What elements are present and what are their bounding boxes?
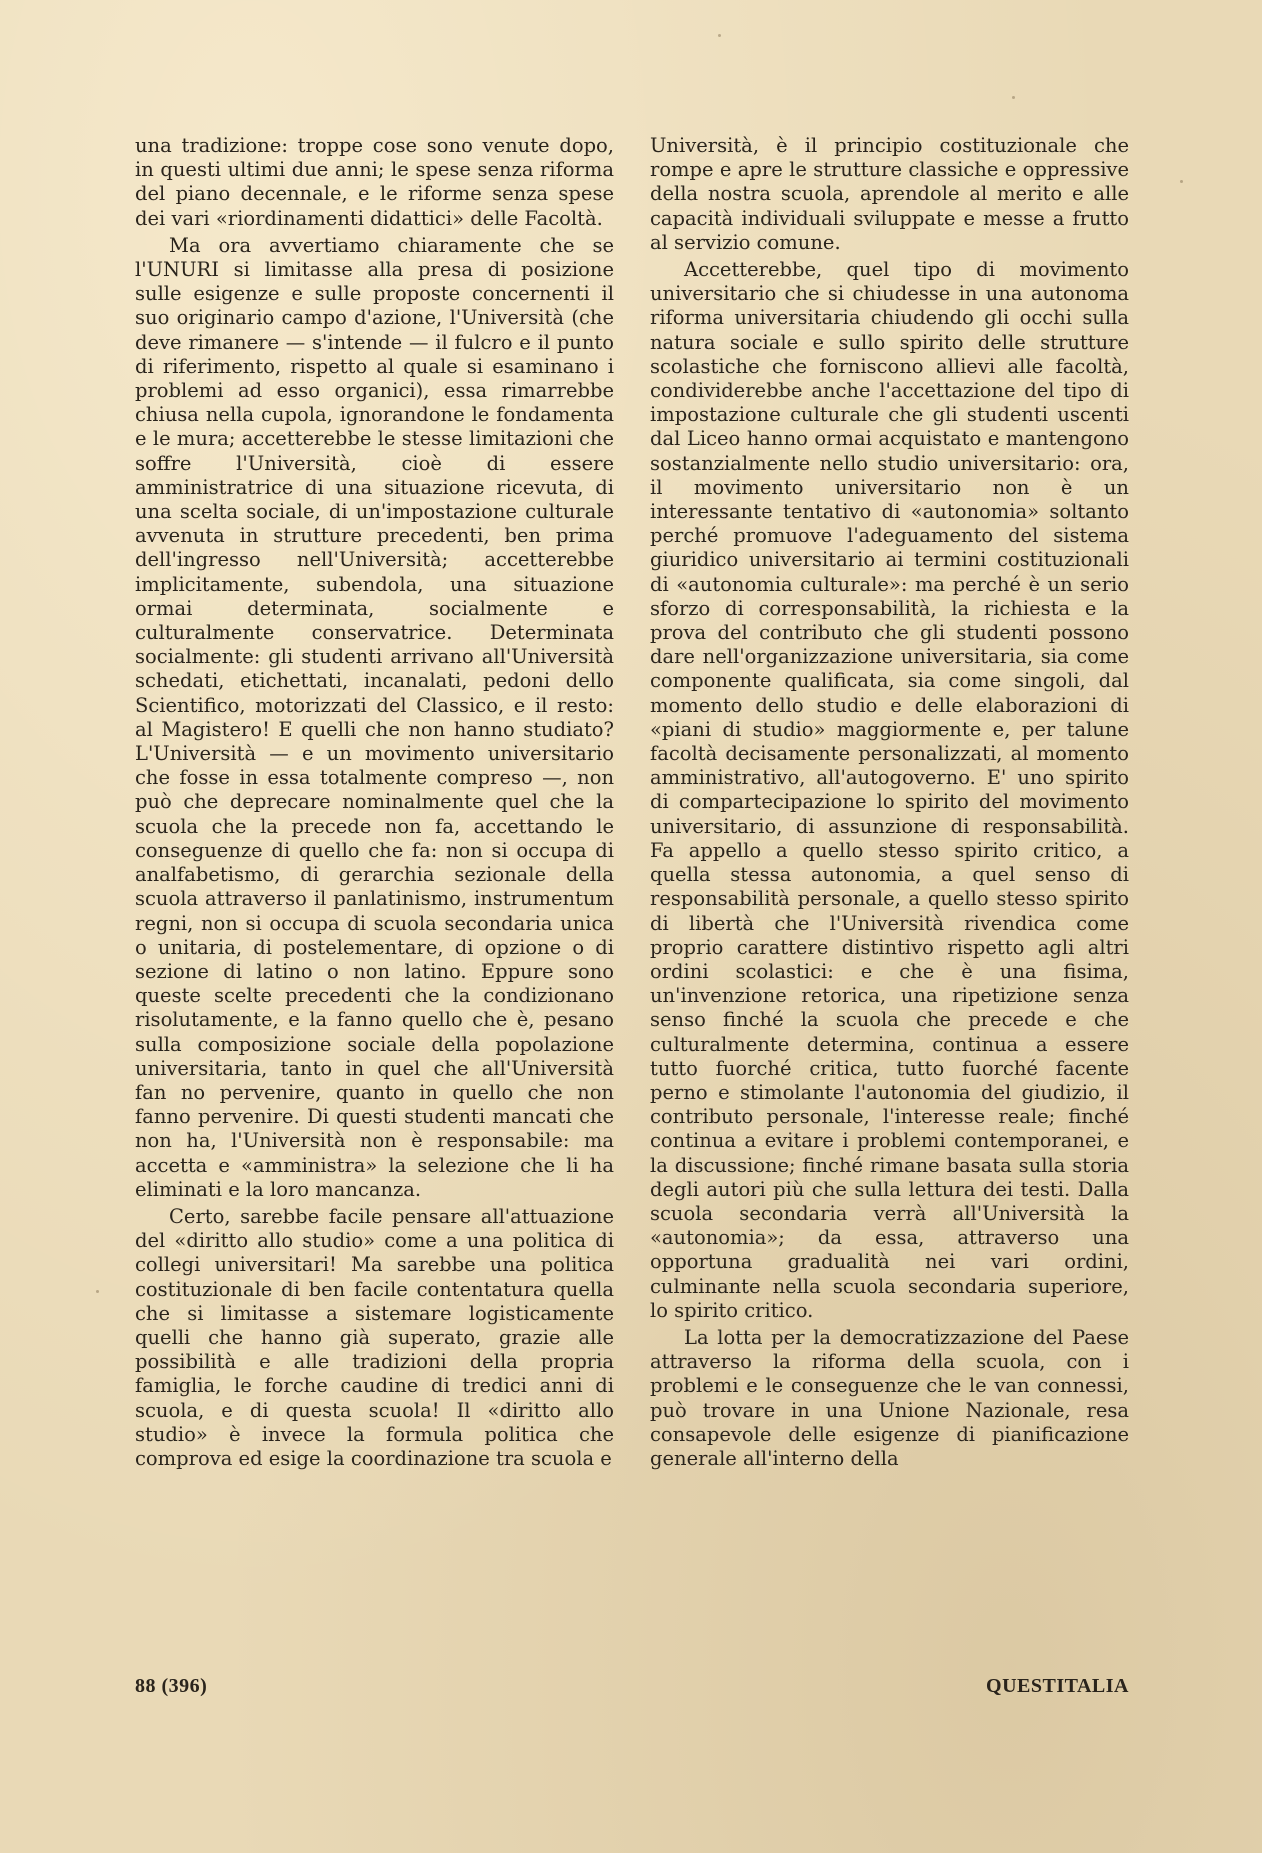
paper-speck <box>718 34 721 37</box>
right-column <box>650 134 1129 1471</box>
paragraph: Ma ora avvertiamo chiaramente che se l'UNURI si limitasse alla presa di posizione sulle esigenze e sulle proposte concernenti il suo originario campo d'azione, l'Università (che deve rimanere — s'intende — il fulcro e il punto di riferimento, rispetto al quale si esaminano i problemi ad esso organici), essa rimarrebbe chiusa nella cupola, ignorandone le fondamenta e le mura; accetterebbe le stesse limitazioni che soffre l'Università, cioè di essere amministratrice di una situazione ricevuta, di una scelta sociale, di un'impostazione culturale avvenuta in strutture precedenti, ben prima dell'ingresso nell'Università; accetterebbe implicitamente, subendola, una situazione ormai determinata, socialmente e culturalmente conservatrice. Determinata socialmente: gli studenti arrivano all'Università schedati, etichettati, incanalati, pedoni dello Scientifico, motorizzati del Classico, e il resto: al Magistero! E quelli che non hanno studiato? L'Università — e un movimento universitario che fosse in essa totalmente compreso —, non può che deprecare nominalmente quel che la scuola che la precede non fa, accettando le conseguenze di quello che fa: non si occupa di analfabetismo, di gerarchia sezionale della scuola attraverso il panlatinismo, instrumentum regni, non si occupa di scuola secondaria unica o unitaria, di postelementare, di opzione o di sezione di latino o non latino. Eppure sono queste scelte precedenti che la condizionano risolutamente, e la fanno quello che è, pesano sulla composizione sociale della popolazione universitaria, tanto in quel che all'Università fan no pervenire, quanto in quello che non fanno pervenire. Di questi studenti mancati che non ha, l'Università non è responsabile: ma accetta e «amministra» la selezione che li ha eliminati e la loro mancanza. <box>135 233 614 1201</box>
paper-speck <box>1180 180 1183 183</box>
paragraph: una tradizione: troppe cose sono venute dopo, in questi ultimi due anni; le spese senza riforma del piano decennale, e le riforme senza spese dei vari «riordinamenti didattici» delle Facoltà. <box>135 134 614 230</box>
paper-speck <box>1012 96 1015 99</box>
page-number: 88 (396) <box>135 1675 208 1697</box>
magazine-title: QUESTITALIA <box>986 1675 1129 1697</box>
paragraph: Università, è il principio costituzionale che rompe e apre le strutture classiche e oppressive della nostra scuola, aprendole al merito e alle capacità individuali sviluppate e messe a frutto al servizio comune. <box>650 134 1129 254</box>
paragraph: La lotta per la democratizzazione del Paese attraverso la riforma della scuola, con i problemi e le conseguenze che le van connessi, può trovare in una Unione Nazionale, resa consapevole delle esigenze di pianificazione generale all'interno della <box>650 1325 1129 1470</box>
paper-speck <box>96 1290 99 1293</box>
paragraph: Accetterebbe, quel tipo di movimento universitario che si chiudesse in una autonoma riforma universitaria chiudendo gli occhi sulla natura sociale e sullo spirito delle strutture scolastiche che forniscono allievi alle facoltà, condividerebbe anche l'accettazione del tipo di impostazione culturale che gli studenti uscenti dal Liceo hanno ormai acquistato e mantengono sostanzialmente nello studio universitario: ora, il movimento universitario non è un interessante tentativo di «autonomia» soltanto perché promuove l'adeguamento del sistema giuridico universitario ai termini costituzionali di «autonomia culturale»: ma perché è un serio sforzo di corresponsabilità, la richiesta e la prova del contributo che gli studenti possono dare nell'organizzazione universitaria, sia come componente qualificata, sia come singoli, dal momento dello studio e delle elaborazioni di «piani di studio» maggiormente e, per talune facoltà decisamente personalizzati, al momento amministrativo, all'autogoverno. E' uno spirito di compartecipazione lo spirito del movimento universitario, di assunzione di responsabilità. Fa appello a quello stesso spirito critico, a quella stessa autonomia, a quel senso di responsabilità personale, a quello stesso spirito di libertà che l'Università rivendica come proprio carattere distintivo rispetto agli altri ordini scolastici: e che è una fisima, un'invenzione retorica, una ripetizione senza senso finché la scuola che precede e che culturalmente determina, continua a essere tutto fuorché critica, tutto fuorché facente perno e stimolante l'autonomia del giudizio, il contributo personale, l'interesse reale; finché continua a evitare i problemi contemporanei, e la discussione; finché rimane basata sulla storia degli autori più che sulla lettura dei testi. Dalla scuola secondaria verrà all'Università la «autonomia»; da essa, attraverso una opportuna gradualità nei vari ordini, culminante nella scuola secondaria superiore, lo spirito critico. <box>650 258 1129 1322</box>
paragraph: Certo, sarebbe facile pensare all'attuazione del «diritto allo studio» come a una politica di collegi universitari! Ma sarebbe una politica costituzionale di ben facile contentatura quella che si limitasse a sistemare logisticamente quelli che hanno già superato, grazie alle possibilità e alle tradizioni della propria famiglia, le forche caudine di tredici anni di scuola, e di questa scuola! Il «diritto allo studio» è invece la formula politica che comprova ed esige la coordinazione tra scuola e <box>135 1204 614 1470</box>
left-column <box>135 134 614 1471</box>
